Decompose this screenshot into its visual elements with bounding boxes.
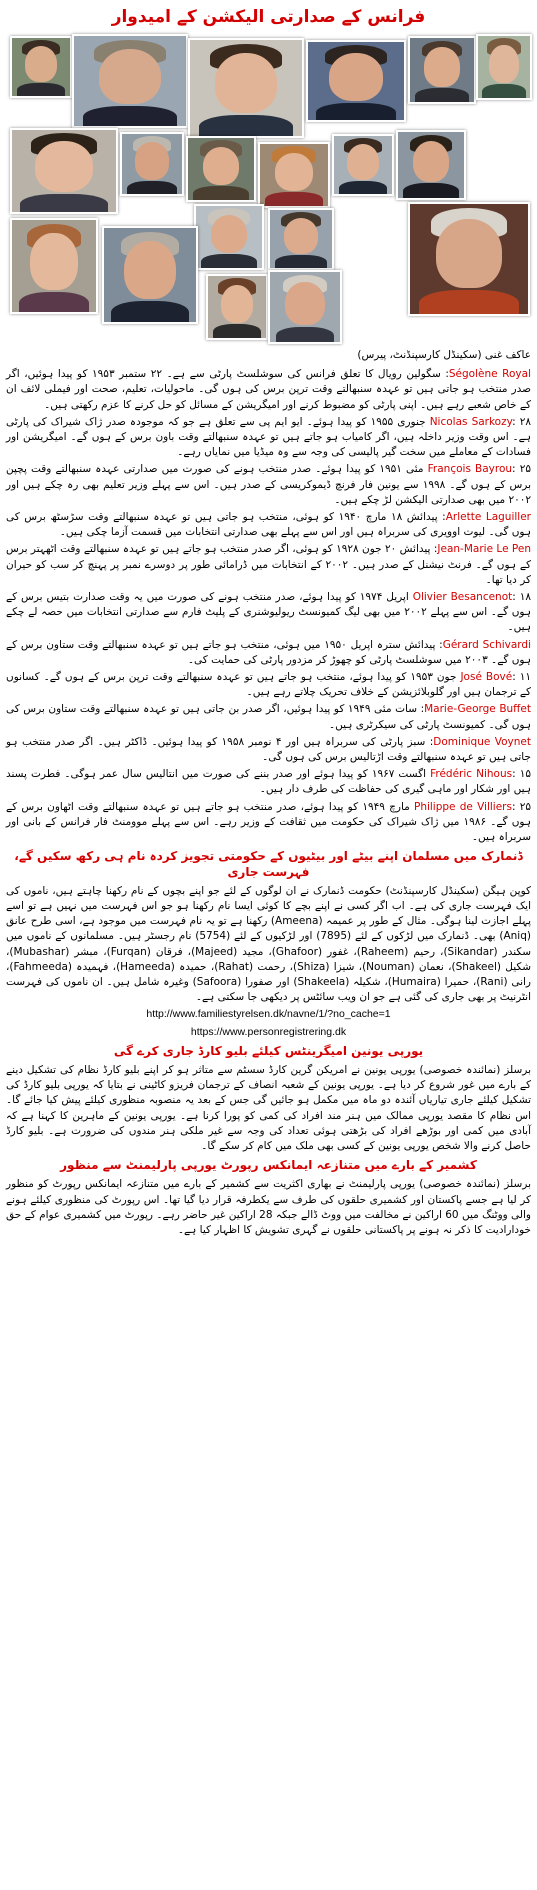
candidate-paragraph: Ségolène Royal: سگولین رویال کا تعلق فرانس کی سوشلسٹ پارٹی سے ہے۔ ۲۲ ستمبر ۱۹۵۳ کو پیدا ہوئیں، اگر صدر منتخب ہو جاتی ہیں تو عہدہ سنبھالتے وقت ترپن برس کی ہوں گی۔ ماحولیات، تعلیم، صحت اور فیملی لائف ان کے خاص شعبے رہے ہیں۔ اپنی پارٹی کو مضبوط کرنے اور امیگریشن کے مسائل کو حل کرنے کا عزم رکھتی ہیں۔ xyxy=(6,368,531,411)
candidate-text: سبز پارٹی کی سربراہ ہیں اور ۴ نومبر ۱۹۵۸ کو پیدا ہوئیں۔ ڈاکٹر ہیں۔ اگر صدر منتخب ہو جاتی ہیں تو عہدہ سنبھالتے وقت اڑتالیس برس کی ہوں گی۔ xyxy=(6,735,531,764)
candidate-photo xyxy=(206,274,268,340)
candidate-paragraph: José Bové: ۱۱ جون ۱۹۵۳ کو پیدا ہوئے، منتخب ہو جاتے ہیں تو عہدہ سنبھالتے وقت ترپن برس کے ہوں گے۔ کسانوں کے ترجمان ہیں اور گلوبلائزیشن کے خلاف تحریک چلاتے رہے ہیں۔ xyxy=(6,671,531,699)
candidate-text: سات مئی ۱۹۴۹ کو پیدا ہوئیں، اگر صدر بن جاتی ہیں تو عہدہ سنبھالتے وقت ستاون برس کی ہوں گی۔ کمیونسٹ پارٹی کی سیکرٹری ہیں۔ xyxy=(6,703,531,731)
candidate-text: پیدائش سترہ اپریل ۱۹۵۰ میں ہوئی، منتخب ہو جاتے ہیں تو عہدہ سنبھالتے وقت ستاون برس کے ہوں گے۔ ۲۰۰۳ میں سوشلسٹ پارٹی کو چھوڑ کر مزدور پارٹی کی حمایت کی۔ xyxy=(6,638,531,666)
candidate-text: ۱۱ جون ۱۹۵۳ کو پیدا ہوئے، منتخب ہو جاتے ہیں تو عہدہ سنبھالتے وقت ترپن برس کے ہوں گے۔ کسانوں کے ترجمان ہیں اور گلوبلائزیشن کے خلاف تحریک چلاتے رہے ہیں۔ xyxy=(6,671,531,699)
candidate-text: ۱۸ اپریل ۱۹۷۴ کو پیدا ہوئے، صدر منتخب ہونے کی صورت میں یہ وقت صدارت بتیس برس کے ہوں گے۔ اس سے پہلے ۲۰۰۲ میں بھی لیگ کمیونسٹ ریولیوشنری کے پلیٹ فارم سے صدارتی انتخابات میں حصہ لے چکے ہیں۔ xyxy=(6,591,531,634)
candidate-name: François Bayrou xyxy=(427,463,513,476)
candidate-photo xyxy=(332,134,394,196)
candidate-photo xyxy=(396,130,466,200)
article3-body: برسلز (نمائندہ خصوصی) یورپی یونین نے امریکن گرین کارڈ سسٹم سے متاثر ہو کر اپنے بلیو کارڈ نظام کی تشکیل دینے کے بارے میں غور شروع کر دیا ہے۔ یورپی یونین کے شعبہ انصاف کے ترجمان فریزو کاٹینی نے بتایا کہ یورپی بلیو کارڈ کی تشکیل کیلئے جاری تیاریاں آئندہ دو ماہ میں مکمل ہو جائیں گی جس کے بعد یہ منصوبہ منظوری کیلئے پیش کیا جائے گا۔ اس نظام کا مقصد یورپی ممالک میں ہنر مند افراد کی کمی کو پورا کرنا ہے۔ یورپی یونین کے ماہرین کا کہنا ہے کہ آبادی میں کمی اور بوڑھے افراد کی بڑھتی ہوئی تعداد کی وجہ سے غیر ملکی ہنر مندوں کی ضرورت ہے۔ بلیو کارڈ حاصل کرنے والا شخص یورپی یونین کے کسی بھی ملک میں کام کر سکے گا۔ xyxy=(6,1063,531,1152)
candidate-photo xyxy=(120,132,184,196)
candidate-text: ۲۵ مارچ ۱۹۴۹ کو پیدا ہوئے، صدر منتخب ہو جاتے ہیں تو عہدہ سنبھالتے وقت اٹھاون برس کے ہوں گے۔ ۱۹۸۶ میں ژاک شیراک کی حکومت میں ثقافت کے وزیر رہے۔ اس سے پہلے موومنٹ فار فرانس کے بانی اور سربراہ ہیں۔ xyxy=(6,800,531,844)
candidate-name: Ségolène Royal xyxy=(448,368,531,381)
candidate-paragraph: François Bayrou: ۲۵ مئی ۱۹۵۱ کو پیدا ہوئے۔ صدر منتخب ہونے کی صورت میں صدارتی عہدہ سنبھالتے وقت پچپن برس کے ہوں گے۔ ۱۹۹۸ سے یونین فار فرنچ ڈیموکریسی کے صدر ہیں۔ اس سے پہلے وزیر تعلیم بھی رہ چکے ہیں اور ۲۰۰۲ میں بھی صدارتی الیکشن لڑ چکے ہیں۔ xyxy=(6,463,531,506)
candidate-photo xyxy=(194,204,264,270)
candidate-paragraph: Frédéric Nihous: ۱۵ اگست ۱۹۶۷ کو پیدا ہوئے اور صدر بننے کی صورت میں انتالیس سال عمر ہوگی۔ فطرت پسند ہیں اور شکار اور ماہی گیری کی حفاظت کی طرف دار ہیں۔ xyxy=(6,768,531,796)
candidate-name: José Bové xyxy=(460,671,513,684)
candidate-photo xyxy=(258,142,330,208)
candidate-text: سگولین رویال کا تعلق فرانس کی سوشلسٹ پارٹی سے ہے۔ ۲۲ ستمبر ۱۹۵۳ کو پیدا ہوئیں، اگر صدر منتخب ہو جاتی ہیں تو عہدہ سنبھالتے وقت ترپن برس کی ہوں گی۔ ماحولیات، تعلیم، صحت اور فیملی لائف ان کے خاص شعبے رہے ہیں۔ اپنی پارٹی کو مضبوط کرنے اور امیگریشن کے مسائل کو حل کرنے کا عزم رکھتی ہیں۔ xyxy=(6,368,531,411)
candidate-paragraph: Dominique Voynet: سبز پارٹی کی سربراہ ہیں اور ۴ نومبر ۱۹۵۸ کو پیدا ہوئیں۔ ڈاکٹر ہیں۔ اگر صدر منتخب ہو جاتی ہیں تو عہدہ سنبھالتے وقت اڑتالیس برس کی ہوں گی۔ xyxy=(6,735,531,764)
article2-body: کوپن ہیگن (سکینڈل کارسپنڈنٹ) حکومت ڈنمارک نے ان لوگوں کے لئے جو اپنے بچوں کے نام رکھنا چاہتے ہیں، ناموں کی ایک فہرست جاری کی ہے۔ اب اگر کسی نے اپنے بچے کا کوئی ایسا نام رکھنا ہو جو اس فہرست میں نہیں ہے تو اسے پہلے اجازت لینا ہوگی۔ مثال کے طور پر عمیمہ (Ameena) رکھنا ہے تو یہ نام فہرست میں موجود ہے، اسی طرح عانق (Aniq) بھی۔ ڈنمارک میں لڑکوں کے لئے (7895) اور لڑکیوں کے لئے (5754) نام رجسٹر ہیں۔ مسلمانوں کے ناموں میں سکندر (Sikandar)، رحیم (Raheem)، غفور (Ghafoor)، مجید (Majeed)، فرقان (Furqan)، مبشر (Mubashar)، شکیل (Shakeel)، نعمان (Nouman)، شیزا (Shiza)، رحمت (Rahat)، حمیدہ (Hameeda)، فہمیدہ (Fahmeeda)، رانی (Rani)، حمیرا (Humaira)، شکیلہ (Shakeela) اور صفورا (Safoora) وغیرہ شامل ہیں۔ ان ناموں کی فہرست انٹرنیٹ پر بھی جاری کی گئی ہے جو ان ویب سائٹس پر دیکھی جا سکتی ہے۔ xyxy=(6,884,532,1004)
candidate-name: Gérard Schivardi xyxy=(442,638,531,651)
candidate-photo xyxy=(10,36,72,98)
candidate-paragraph: Arlette Laguiller: پیدائش ۱۸ مارچ ۱۹۴۰ کو ہوئی، منتخب ہو جاتی ہیں تو عہدہ سنبھالتے وقت سڑسٹھ برس کی ہوں گی۔ لیوت اوویری کی سربراہ ہیں اور اس سے پہلے بھی صدارتی انتخابات میں قسمت آزما چکی ہیں۔ xyxy=(6,511,531,539)
candidate-text: ۲۸ جنوری ۱۹۵۵ کو پیدا ہوئے۔ ایو ایم پی سے تعلق ہے جو کہ موجودہ صدر ژاک شیراک کی پارٹی ہے۔ اس وقت وزیر داخلہ ہیں، اگر کامیاب ہو جاتے ہیں تو عہدہ سنبھالتے وقت باون برس کے ہوں گے۔ امیگریشن اور فسادات کے معاملے میں سخت گیر پالیسی کی وجہ سے وہ میڈیا میں نمایاں رہے۔ xyxy=(6,415,531,459)
candidate-photo xyxy=(408,202,530,316)
article4-body: برسلز (نمائندہ خصوصی) یورپی پارلیمنٹ نے بھاری اکثریت سے کشمیر کے بارے میں متنازعہ ایمانکس رپورٹ کو منظور کر لیا ہے جسے پاکستان اور کشمیری حلقوں کی طرف سے یکطرفہ قرار دیا گیا تھا۔ اس رپورٹ کی منظوری کیلئے ہونے والی ووٹنگ میں 60 اراکین نے مخالفت میں ووٹ ڈالے جبکہ 28 اراکین غیر حاضر رہے۔ رپورٹ میں کشمیری عوام کے حق خودارادیت کا ذکر نہ ہونے پر پاکستانی حلقوں نے گہری تشویش کا اظہار کیا ہے۔ xyxy=(6,1178,531,1236)
article-body xyxy=(6,348,531,1240)
candidate-name: Philippe de Villiers xyxy=(413,800,512,813)
article4-heading: کشمیر کے بارے میں متنازعہ ایمانکس رپورٹ یورپی پارلیمنٹ سے منظور xyxy=(60,1158,477,1173)
candidate-paragraph: Marie-George Buffet: سات مئی ۱۹۴۹ کو پیدا ہوئیں، اگر صدر بن جاتی ہیں تو عہدہ سنبھالتے وقت ستاون برس کی ہوں گی۔ کمیونسٹ پارٹی کی سیکرٹری ہیں۔ xyxy=(6,703,531,731)
candidate-name: Marie-George Buffet xyxy=(424,703,531,716)
candidate-text: ۱۵ اگست ۱۹۶۷ کو پیدا ہوئے اور صدر بننے کی صورت میں انتالیس سال عمر ہوگی۔ فطرت پسند ہیں اور شکار اور ماہی گیری کی حفاظت کی طرف دار ہیں۔ xyxy=(6,768,531,796)
article2-link[interactable]: https://www.personregistrering.dk xyxy=(190,1025,347,1038)
candidate-paragraph: Philippe de Villiers: ۲۵ مارچ ۱۹۴۹ کو پیدا ہوئے، صدر منتخب ہو جاتے ہیں تو عہدہ سنبھالتے وقت اٹھاون برس کے ہوں گے۔ ۱۹۸۶ میں ژاک شیراک کی حکومت میں ثقافت کے وزیر رہے۔ اس سے پہلے موومنٹ فار فرانس کے بانی اور سربراہ ہیں۔ xyxy=(6,800,531,844)
candidate-photo xyxy=(10,128,118,214)
candidate-photo xyxy=(268,270,342,344)
candidate-paragraph: Gérard Schivardi: پیدائش سترہ اپریل ۱۹۵۰ میں ہوئی، منتخب ہو جاتے ہیں تو عہدہ سنبھالتے وقت ستاون برس کے ہوں گے۔ ۲۰۰۳ میں سوشلسٹ پارٹی کو چھوڑ کر مزدور پارٹی کی حمایت کی۔ xyxy=(6,638,531,666)
candidate-photo xyxy=(268,208,334,270)
article3-heading: یورپی یونین امیگرینٹس کیلئے بلیو کارڈ جاری کرے گی xyxy=(113,1043,424,1058)
candidate-text: پیدائش ۱۸ مارچ ۱۹۴۰ کو ہوئی، منتخب ہو جاتی ہیں تو عہدہ سنبھالتے وقت سڑسٹھ برس کی ہوں گی۔ لیوت اوویری کی سربراہ ہیں اور اس سے پہلے بھی صدارتی انتخابات میں قسمت آزما چکی ہیں۔ xyxy=(6,511,531,539)
candidate-name: Olivier Besancenot xyxy=(412,591,513,604)
candidate-text: ۲۵ مئی ۱۹۵۱ کو پیدا ہوئے۔ صدر منتخب ہونے کی صورت میں صدارتی عہدہ سنبھالتے وقت پچپن برس کے ہوں گے۔ ۱۹۹۸ سے یونین فار فرنچ ڈیموکریسی کے صدر ہیں۔ اس سے پہلے وزیر تعلیم بھی رہ چکے ہیں اور ۲۰۰۲ میں بھی صدارتی الیکشن لڑ چکے ہیں۔ xyxy=(6,463,531,506)
candidate-paragraph: Olivier Besancenot: ۱۸ اپریل ۱۹۷۴ کو پیدا ہوئے، صدر منتخب ہونے کی صورت میں یہ وقت صدارت بتیس برس کے ہوں گے۔ اس سے پہلے ۲۰۰۲ میں بھی لیگ کمیونسٹ ریولیوشنری کے پلیٹ فارم سے صدارتی انتخابات میں حصہ لے چکے ہیں۔ xyxy=(6,591,531,634)
page-title: فرانس کے صدارتی الیکشن کے امیدوار xyxy=(111,7,426,27)
article2-heading: ڈنمارک میں مسلمان اپنے بیٹے اور بیٹیوں کے حکومتی تجویز کردہ نام ہی رکھ سکیں گے، فہرست جاری xyxy=(14,849,523,879)
candidate-paragraph: Jean-Marie Le Pen: پیدائش ۲۰ جون ۱۹۲۸ کو ہوئی، اگر صدر منتخب ہو جاتے ہیں تو عہدہ سنبھالتے وقت اٹھہتر برس کے ہوں گے۔ فرنٹ نیشنل کے صدر ہیں۔ ۲۰۰۲ کے انتخابات میں ڈرامائی طور پر دوسرے نمبر پر پہنچ کر سب کو حیران کر دیا تھا۔ xyxy=(6,543,531,586)
candidate-photo xyxy=(186,136,256,202)
candidate-name: Jean-Marie Le Pen xyxy=(437,543,531,556)
candidate-photo xyxy=(102,226,198,324)
article2-link[interactable]: http://www.familiestyrelsen.dk/navne/1/?no_cache=1 xyxy=(146,1008,391,1021)
candidate-text: پیدائش ۲۰ جون ۱۹۲۸ کو ہوئی، اگر صدر منتخب ہو جاتے ہیں تو عہدہ سنبھالتے وقت اٹھہتر برس کے ہوں گے۔ فرنٹ نیشنل کے صدر ہیں۔ ۲۰۰۲ کے انتخابات میں ڈرامائی طور پر دوسرے نمبر پر پہنچ کر سب کو حیران کر دیا تھا۔ xyxy=(6,543,531,586)
candidate-photo xyxy=(306,40,406,122)
candidate-name: Nicolas Sarkozy xyxy=(429,415,513,428)
candidate-photo xyxy=(408,36,476,104)
candidate-photo xyxy=(476,34,532,100)
candidate-name: Frédéric Nihous xyxy=(430,768,513,781)
candidate-photo xyxy=(10,218,98,314)
candidate-paragraph: Nicolas Sarkozy: ۲۸ جنوری ۱۹۵۵ کو پیدا ہوئے۔ ایو ایم پی سے تعلق ہے جو کہ موجودہ صدر ژاک شیراک کی پارٹی ہے۔ اس وقت وزیر داخلہ ہیں، اگر کامیاب ہو جاتے ہیں تو عہدہ سنبھالتے وقت باون برس کے ہوں گے۔ امیگریشن اور فسادات کے معاملے میں سخت گیر پالیسی کی وجہ سے وہ میڈیا میں نمایاں رہے۔ xyxy=(6,415,531,459)
candidate-name: Dominique Voynet xyxy=(433,735,531,748)
candidate-name: Arlette Laguiller xyxy=(445,511,531,524)
candidate-photo xyxy=(188,38,304,138)
byline: عاکف غنی (سکینڈل کارسپنڈنٹ، پیرس) xyxy=(357,349,531,361)
candidate-photo-collage xyxy=(6,32,531,348)
candidate-photo xyxy=(72,34,188,128)
